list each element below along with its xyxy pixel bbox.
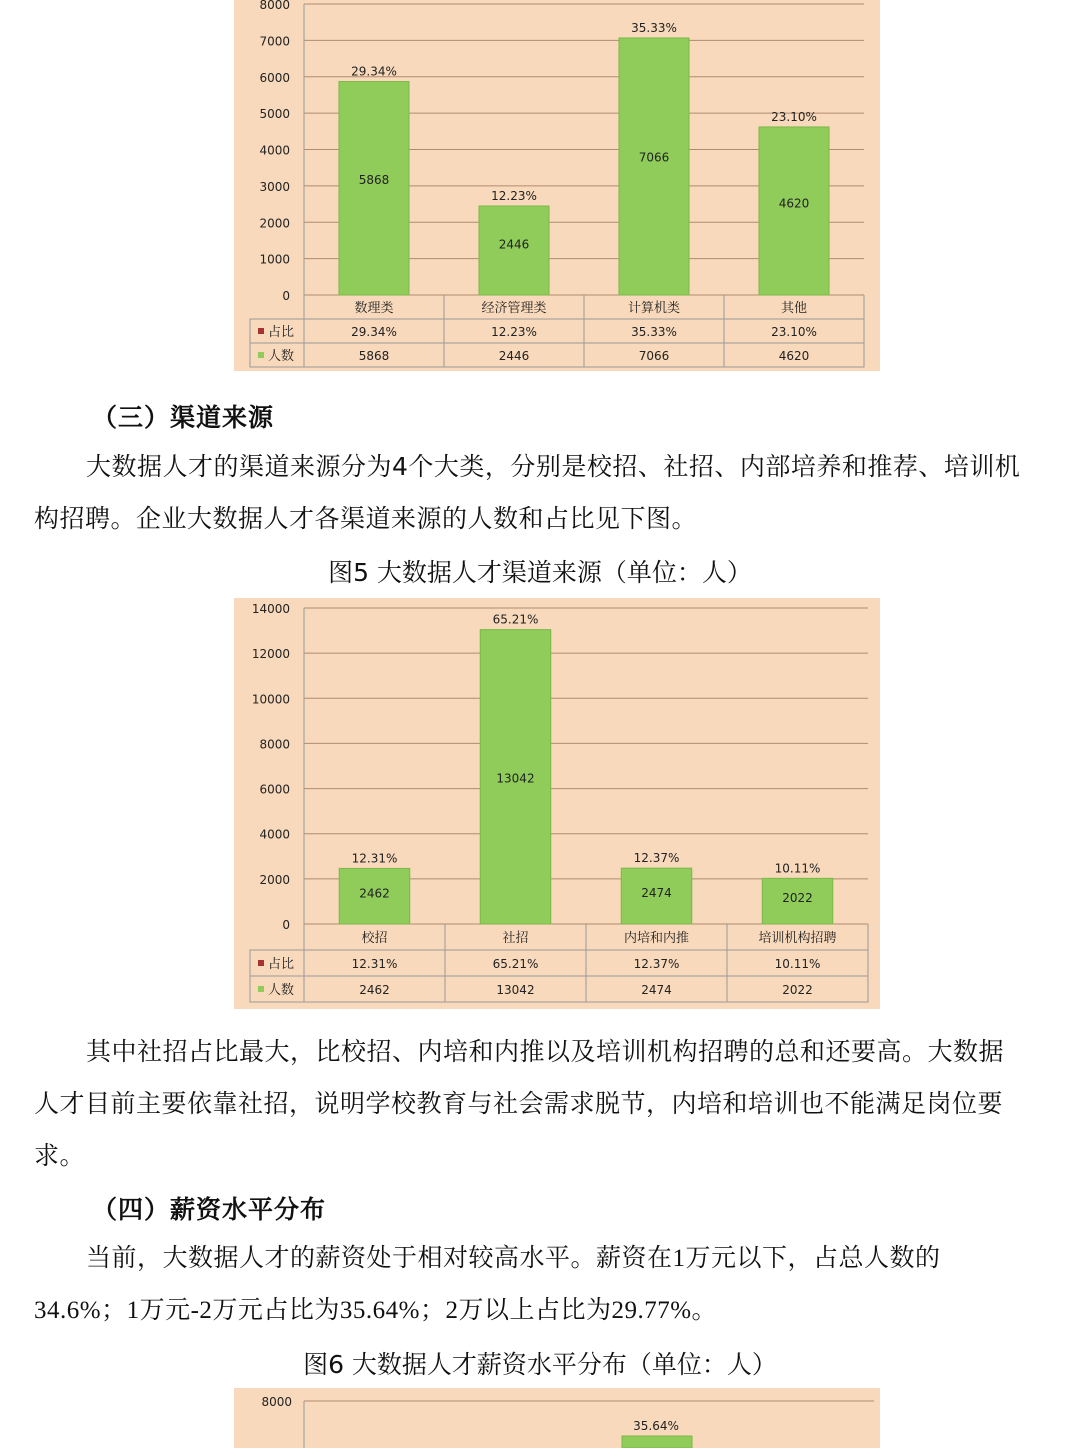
bar-value-label: 2474 [641,886,672,901]
bar [622,1436,692,1448]
bar-value-label: 2462 [359,886,390,901]
figure-caption-5: 图5 大数据人才渠道来源（单位：人） [328,558,752,587]
y-tick-label: 8000 [261,1395,292,1409]
paragraph-line: 求。 [34,1141,86,1170]
bar-percent-label: 65.21% [492,612,539,627]
paragraph-channel-analysis [34,1026,1044,1182]
chart-background [234,598,880,1009]
y-tick-label: 5000 [259,107,290,122]
paragraph-line: 34.6%；1万元-2万元占比为35.64%；2万以上占比为29.77%。 [34,1297,718,1324]
table-count-cell: 5868 [358,349,390,363]
legend-label-count: 人数 [268,349,295,364]
x-category-label: 社招 [502,931,529,946]
paragraph-line: 大数据人才的渠道来源分为4个大类，分别是校招、社招、内部培养和推荐、培训机 [86,452,1021,481]
paragraph-line: 其中社招占比最大，比校招、内培和内推以及培训机构招聘的总和还要高。大数据 [86,1037,1005,1066]
bar-value-label: 2446 [498,237,530,252]
bar-value-label: 2022 [782,891,813,906]
paragraph-line: 当前，大数据人才的薪资处于相对较高水平。薪资在1万元以下，占总人数的 [86,1245,941,1272]
bar-percent-label: 10.11% [774,861,821,876]
bar-percent-label: 12.23% [491,189,537,204]
y-tick-label: 6000 [259,782,290,797]
y-tick-label: 7000 [259,34,290,49]
legend-key-percent [258,960,264,966]
y-tick-label: 1000 [259,252,290,267]
paragraph-salary-intro [34,1233,1044,1337]
table-count-cell: 2446 [498,349,530,363]
bar-percent-label: 12.37% [633,851,680,866]
table-count-cell: 7066 [638,349,670,363]
section-heading-salary: （四）薪资水平分布 [92,1195,327,1224]
table-count-cell: 2022 [782,983,813,997]
y-tick-label: 10000 [251,692,290,707]
y-tick-label: 14000 [251,602,290,616]
y-tick-label: 4000 [259,143,290,158]
bar-percent-label: 29.34% [351,64,397,79]
chart-talent-by-channel [234,598,880,1009]
y-tick-label: 4000 [259,827,290,842]
x-category-label: 校招 [361,931,388,946]
table-percent-cell: 12.23% [491,325,537,339]
bar-percent-label: 12.31% [351,851,398,866]
chart-salary-distribution [234,1388,880,1448]
y-tick-label: 8000 [259,0,290,12]
legend-label-percent: 占比 [268,325,295,340]
table-count-cell: 13042 [496,983,535,997]
x-category-label: 计算机类 [627,301,681,316]
bar [759,127,829,295]
y-tick-label: 2000 [259,216,290,231]
paragraph-line: 人才目前主要依靠社招，说明学校教育与社会需求脱节，内培和培训也不能满足岗位要 [34,1089,1004,1118]
y-tick-label: 8000 [259,737,290,752]
x-category-label: 数理类 [354,301,394,316]
x-category-label: 培训机构招聘 [758,931,837,946]
table-percent-cell: 12.31% [351,957,398,971]
table-count-cell: 2462 [359,983,390,997]
y-tick-label: 0 [282,289,290,303]
legend-key-percent [258,328,264,334]
y-tick-label: 0 [282,918,290,932]
x-category-label: 内培和内推 [623,931,690,946]
table-percent-cell: 65.21% [492,957,539,971]
bar-value-label: 7066 [638,150,670,165]
bar-value-label: 5868 [358,173,390,188]
y-tick-label: 6000 [259,70,290,85]
section-heading-channel: （三）渠道来源 [92,403,275,432]
chart-background [234,1388,880,1448]
table-count-cell: 4620 [778,349,810,363]
table-percent-cell: 29.34% [351,325,397,339]
paragraph-channel-intro [34,441,1044,545]
bar-percent-label: 35.33% [631,20,677,35]
table-percent-cell: 35.33% [631,325,677,339]
table-percent-cell: 12.37% [633,957,680,971]
bar [339,82,409,295]
x-category-label: 经济管理类 [481,301,547,316]
figure-caption-6: 图6 大数据人才薪资水平分布（单位：人） [303,1350,777,1379]
bar-value-label: 13042 [496,771,535,786]
y-tick-label: 12000 [251,647,290,662]
chart-salary-distribution-svg [234,1388,880,1448]
table-percent-cell: 10.11% [774,957,821,971]
chart-talent-by-major-svg [234,0,880,371]
y-tick-label: 3000 [259,179,290,194]
legend-label-count: 人数 [268,983,295,998]
legend-label-percent: 占比 [268,957,295,972]
y-tick-label: 2000 [259,872,290,887]
bar-value-label: 4620 [778,196,810,211]
chart-talent-by-channel-svg [234,598,880,1009]
table-percent-cell: 23.10% [771,325,817,339]
bar-percent-label: 23.10% [771,109,817,124]
legend-key-count [258,352,264,358]
bar [619,38,689,295]
chart-talent-by-major [234,0,880,371]
x-category-label: 其他 [780,301,808,316]
bar-percent-label: 35.64% [633,1419,679,1433]
legend-key-count [258,986,264,992]
paragraph-line: 构招聘。企业大数据人才各渠道来源的人数和占比见下图。 [34,504,698,533]
table-count-cell: 2474 [641,983,672,997]
